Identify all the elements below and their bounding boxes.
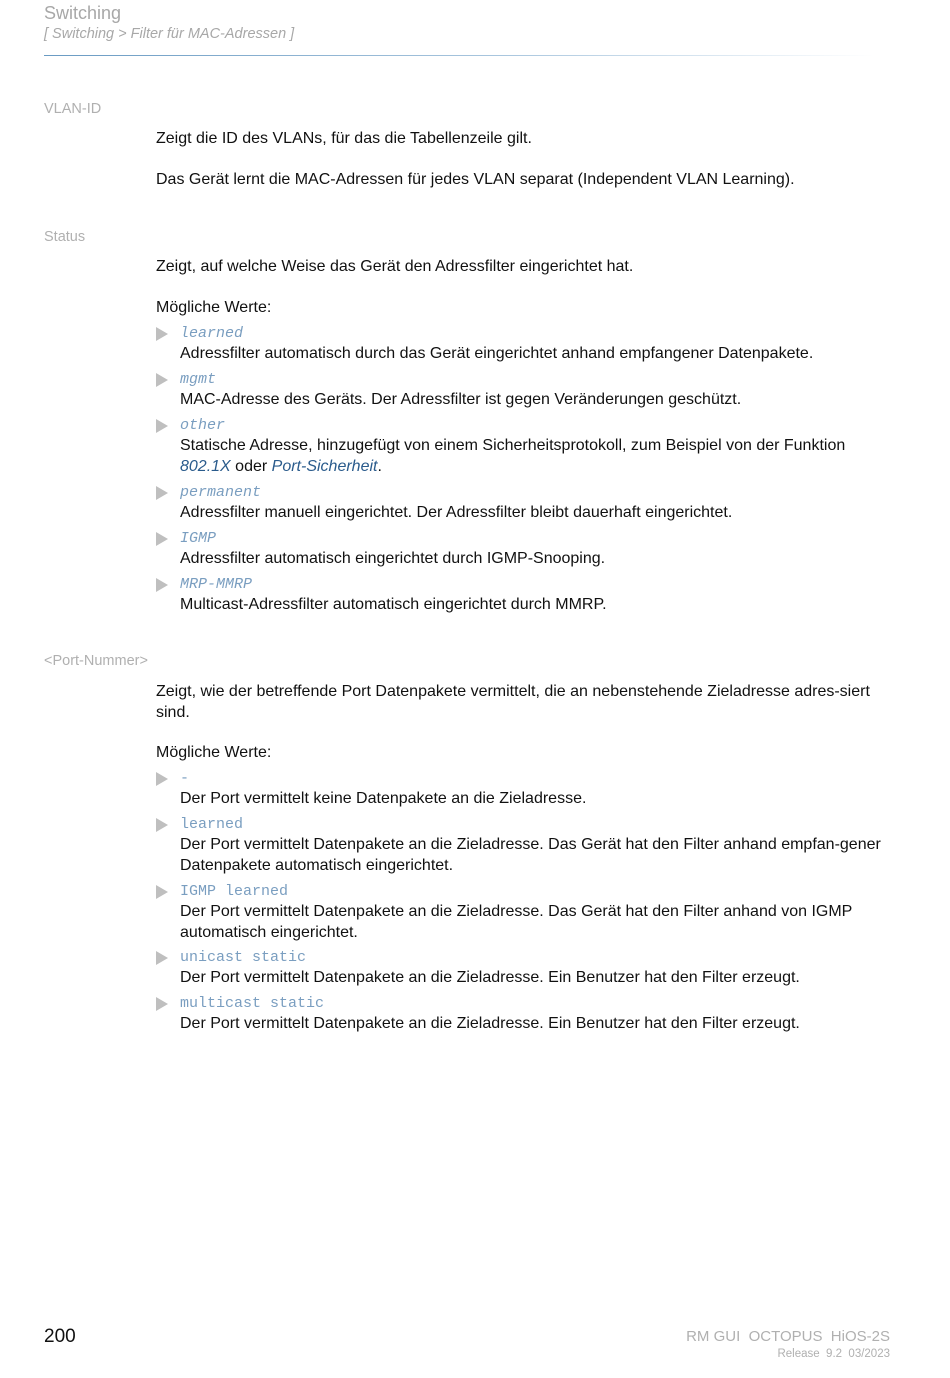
bullet-triangle-icon [156, 818, 168, 832]
bullet-triangle-icon [156, 951, 168, 965]
section-label-vlan-id: VLAN-ID [44, 101, 102, 117]
page-header-title: Switching [44, 3, 122, 23]
value-description: MAC-Adresse des Geräts. Der Adressfilter ist gegen Veränderungen geschützt. [180, 391, 742, 408]
value-description: Der Port vermittelt Datenpakete an die Zieladresse. Ein Benutzer hat den Filter erzeugt. [180, 969, 800, 986]
link-802-1x[interactable]: 802.1X [180, 457, 231, 475]
link-port-sicherheit[interactable]: Port-Sicherheit [271, 457, 378, 475]
desc-text: . [377, 457, 382, 475]
breadcrumb: [ Switching > Filter für MAC-Adressen ] [44, 26, 295, 42]
status-description: Zeigt, auf welche Weise das Gerät den Adressfilter eingerichtet hat. [156, 258, 634, 275]
value-description: Der Port vermittelt Datenpakete an die Zieladresse. Ein Benutzer hat den Filter erzeugt. [180, 1015, 800, 1032]
value-code: other [180, 417, 226, 434]
value-description: Adressfilter automatisch eingerichtet durch IGMP-Snooping. [180, 550, 606, 567]
value-code: MRP-MMRP [180, 576, 253, 593]
page-number: 200 [44, 1326, 76, 1347]
bullet-triangle-icon [156, 772, 168, 786]
bullet-triangle-icon [156, 885, 168, 899]
bullet-triangle-icon [156, 419, 168, 433]
bullet-triangle-icon [156, 578, 168, 592]
value-code: multicast static [180, 995, 325, 1012]
value-code: IGMP [180, 530, 217, 547]
bullet-triangle-icon [156, 486, 168, 500]
footer-release: Release 9.2 03/2023 [777, 1348, 890, 1360]
value-description: Der Port vermittelt keine Datenpakete an die Zieladresse. [180, 790, 587, 807]
value-code: unicast static [180, 949, 307, 966]
value-code: permanent [180, 484, 262, 501]
bullet-triangle-icon [156, 327, 168, 341]
vlan-learning-note: Das Gerät lernt die MAC-Adressen für jedes VLAN separat (Independent VLAN Learning). [156, 171, 795, 188]
value-description [180, 436, 892, 477]
desc-text: Statische Adresse, hinzugefügt von einem Sicherheitsprotokoll, zum Beispiel von der Funktion [180, 437, 846, 454]
header-divider [44, 55, 874, 56]
vlan-description: Zeigt die ID des VLANs, für das die Tabellenzeile gilt. [156, 130, 532, 147]
bullet-triangle-icon [156, 373, 168, 387]
port-description: Zeigt, wie der betreffende Port Datenpakete vermittelt, die an nebenstehende Zieladresse adres-siert sind. [156, 683, 870, 721]
value-code: - [180, 770, 190, 787]
value-code: learned [180, 325, 244, 342]
value-code: learned [180, 816, 244, 833]
section-label-status: Status [44, 229, 86, 245]
value-description: Der Port vermittelt Datenpakete an die Zieladresse. Das Gerät hat den Filter anhand empfan-gener Datenpakete automatisch eingerichtet. [180, 836, 881, 874]
section-label-port-nummer: <Port-Nummer> [44, 653, 148, 669]
bullet-triangle-icon [156, 997, 168, 1011]
bullet-triangle-icon [156, 532, 168, 546]
status-values-heading: Mögliche Werte: [156, 299, 272, 316]
value-code: mgmt [180, 371, 217, 388]
value-code: IGMP learned [180, 883, 289, 900]
value-description: Der Port vermittelt Datenpakete an die Zieladresse. Das Gerät hat den Filter anhand von IGMP automatisch eingerichtet. [180, 903, 853, 941]
port-values-heading: Mögliche Werte: [156, 744, 272, 761]
desc-text: oder [230, 457, 272, 475]
footer-product: RM GUI OCTOPUS HiOS-2S [686, 1328, 890, 1345]
value-description: Adressfilter manuell eingerichtet. Der Adressfilter bleibt dauerhaft eingerichtet. [180, 504, 733, 521]
value-description: Adressfilter automatisch durch das Gerät eingerichtet anhand empfangener Datenpakete. [180, 345, 814, 362]
value-description: Multicast-Adressfilter automatisch eingerichtet durch MMRP. [180, 596, 607, 613]
